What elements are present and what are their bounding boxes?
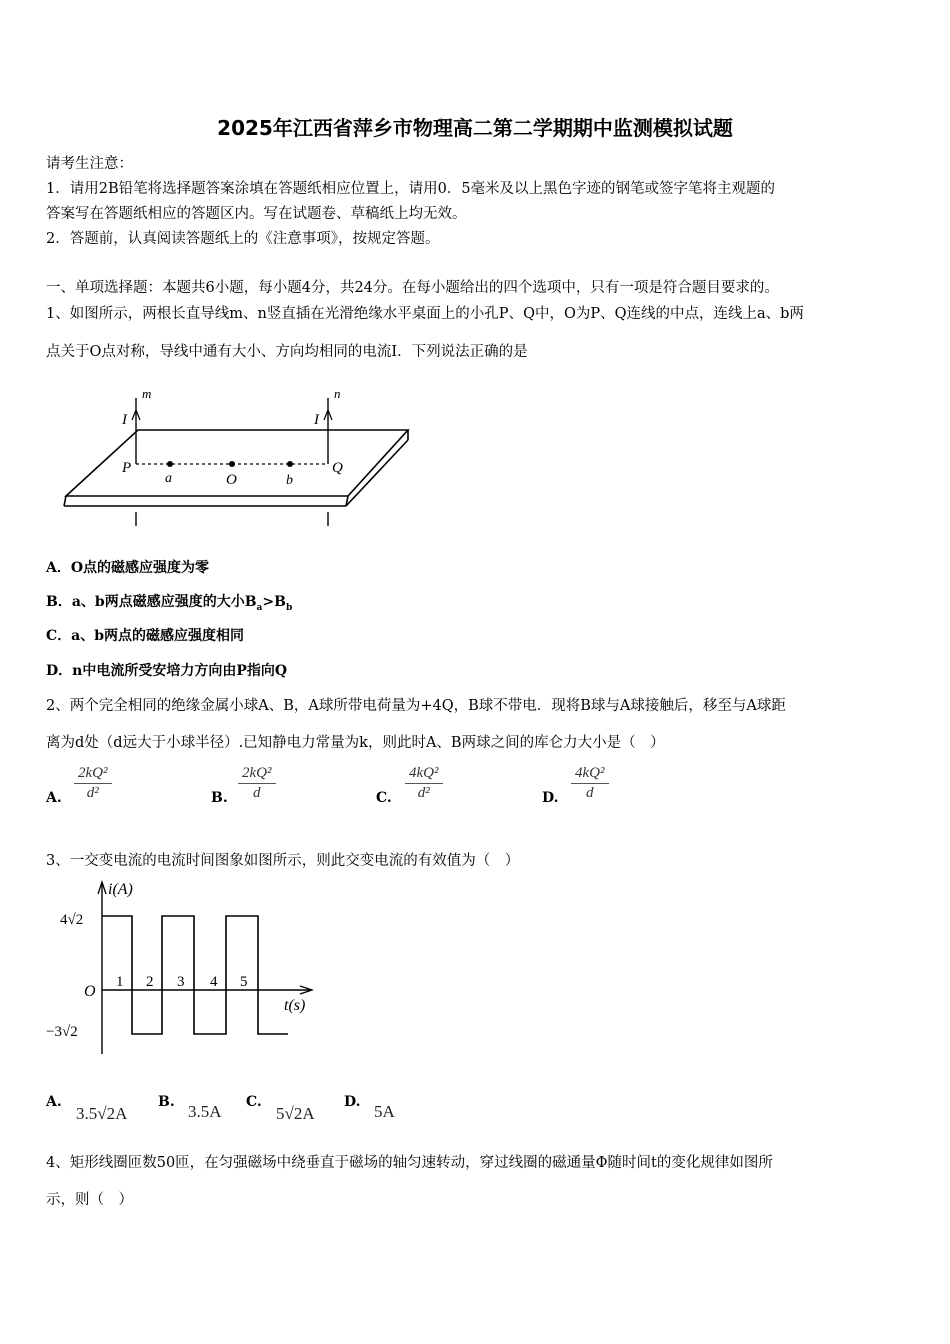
q1-option-b-sub-b: b bbox=[285, 602, 293, 613]
q2-option-d-fraction bbox=[571, 765, 609, 802]
fig-label: a bbox=[165, 471, 172, 486]
q2-option-a-label[interactable]: A. bbox=[46, 790, 62, 806]
fraction-denominator: d bbox=[586, 785, 594, 801]
notice-item: 答案写在答题纸相应的答题区内。写在试题卷、草稿纸上均无效。 bbox=[46, 206, 467, 222]
section-heading: 一、单项选择题：本题共6小题，每小题4分，共24分。在每小题给出的四个选项中，只有一项是符合题目要求的。 bbox=[46, 280, 779, 296]
q3-option-d-value: 5A bbox=[374, 1102, 395, 1121]
q1-option-a[interactable]: A．O点的磁感应强度为零 bbox=[46, 560, 210, 576]
q3-option-b-value: 3.5A bbox=[188, 1102, 222, 1121]
fig-label: P bbox=[122, 460, 132, 476]
q2-option-b-fraction bbox=[238, 765, 276, 802]
fig-label: O bbox=[226, 472, 237, 488]
fig-label: b bbox=[286, 473, 293, 488]
graph-x-tick: 1 bbox=[116, 974, 124, 990]
graph-x-label: t(s) bbox=[284, 997, 306, 1014]
q3-option-b-label[interactable]: B. bbox=[158, 1094, 175, 1110]
fraction-numerator: 2kQ² bbox=[78, 765, 108, 781]
graph-x-tick: 2 bbox=[146, 974, 154, 990]
graph-x-tick: 3 bbox=[177, 974, 185, 990]
q1-option-b[interactable] bbox=[46, 591, 292, 613]
fraction-denominator: d bbox=[253, 785, 261, 801]
q3-option-a-value: 3.5√2A bbox=[76, 1104, 128, 1123]
graph-x-tick: 4 bbox=[210, 974, 218, 990]
q4-text-line2: 示，则（ ） bbox=[46, 1192, 133, 1208]
q2-option-a-fraction bbox=[74, 765, 112, 802]
q2-text-line2: 离为d处（d远大于小球半径）.已知静电力常量为k，则此时A、B两球之间的库仑力大小是（ ） bbox=[46, 735, 665, 751]
graph-y-neg: −3√2 bbox=[46, 1024, 78, 1040]
q3-option-c-label[interactable]: C. bbox=[246, 1094, 262, 1110]
notice-item: 2．答题前，认真阅读答题纸上的《注意事项》，按规定答题。 bbox=[46, 231, 440, 247]
fraction-numerator: 4kQ² bbox=[575, 765, 605, 781]
fraction-numerator: 2kQ² bbox=[242, 765, 272, 781]
q1-text-line2: 点关于O点对称，导线中通有大小、方向均相同的电流I．下列说法正确的是 bbox=[46, 344, 528, 360]
q2-text-line1: 2、两个完全相同的绝缘金属小球A、B，A球所带电荷量为+4Q，B球不带电．现将B球与A球接触后，移至与A球距 bbox=[46, 698, 786, 714]
q2-option-d-label[interactable]: D. bbox=[542, 790, 559, 806]
q1-option-b-sub-a: a bbox=[256, 602, 263, 613]
q2-option-c-fraction bbox=[405, 765, 443, 802]
fraction-denominator: d² bbox=[86, 785, 99, 801]
fraction-numerator: 4kQ² bbox=[409, 765, 439, 781]
fig-label: I bbox=[314, 412, 319, 428]
q3-option-a-label[interactable]: A. bbox=[46, 1094, 62, 1110]
q3-option-c-value: 5√2A bbox=[276, 1104, 315, 1123]
notice-heading: 请考生注意： bbox=[46, 156, 133, 172]
q2-option-b-label[interactable]: B. bbox=[211, 790, 228, 806]
q3-text-line1: 3、一交变电流的电流时间图象如图所示，则此交变电流的有效值为（ ） bbox=[46, 853, 520, 869]
q1-figure-table-wires bbox=[58, 384, 418, 534]
fig-label: Q bbox=[332, 460, 343, 476]
fig-label: n bbox=[334, 386, 341, 401]
page-title: 2025年江西省萍乡市物理高二第二学期期中监测模拟试题 bbox=[217, 116, 733, 140]
q2-option-c-label[interactable]: C. bbox=[376, 790, 392, 806]
q4-text-line1: 4、矩形线圈匝数50匝，在匀强磁场中绕垂直于磁场的轴匀速转动，穿过线圈的磁通量Φ随时间t的变化规律如图所 bbox=[46, 1155, 773, 1171]
fig-label: m bbox=[142, 386, 152, 401]
graph-y-pos: 4√2 bbox=[60, 912, 84, 928]
fraction-denominator: d² bbox=[417, 785, 430, 801]
q1-option-b-mid: >B bbox=[262, 594, 286, 610]
q3-option-d-label[interactable]: D. bbox=[344, 1094, 361, 1110]
fig-label: I bbox=[122, 412, 127, 428]
graph-y-label: i(A) bbox=[108, 881, 133, 898]
q1-option-b-text: B．a、b两点磁感应强度的大小B bbox=[46, 594, 257, 610]
q1-option-c[interactable]: C．a、b两点的磁感应强度相同 bbox=[46, 628, 245, 644]
q3-current-time-graph bbox=[44, 874, 324, 1064]
graph-x-tick: 5 bbox=[240, 974, 248, 990]
q1-text-line1: 1、如图所示，两根长直导线m、n竖直插在光滑绝缘水平桌面上的小孔P、Q中，O为P、Q连线的中点，连线上a、b两 bbox=[46, 306, 804, 322]
notice-item: 1．请用2B铅笔将选择题答案涂填在答题纸相应位置上，请用0．5毫米及以上黑色字迹的钢笔或签字笔将主观题的 bbox=[46, 181, 776, 197]
q1-option-d[interactable]: D．n中电流所受安培力方向由P指向Q bbox=[46, 663, 288, 679]
graph-origin: O bbox=[84, 983, 96, 1000]
